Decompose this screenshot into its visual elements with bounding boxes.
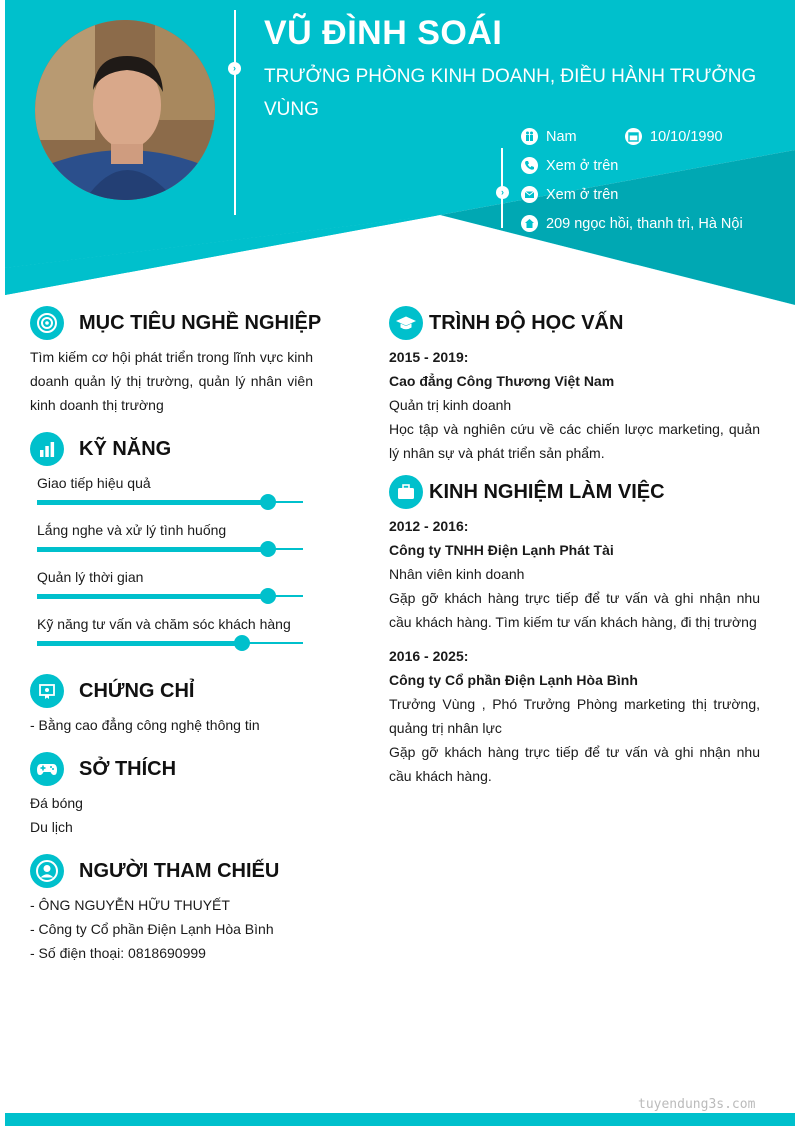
candidate-name: VŨ ĐÌNH SOÁI: [264, 14, 503, 52]
job-company: Công ty Cổ phần Điện Lạnh Hòa Bình: [389, 672, 638, 688]
job-position: Trưởng Vùng , Phó Trưởng Phòng marketing thị trường, quảng trị nhân lực: [389, 696, 760, 736]
hobbies-heading: SỞ THÍCH: [30, 752, 176, 786]
home-icon: [521, 215, 538, 232]
user-icon: [30, 854, 64, 888]
references-heading: NGƯỜI THAM CHIẾU: [30, 854, 279, 888]
hobby-item: Du lịch: [30, 819, 73, 835]
info-dob: 10/10/1990: [625, 128, 723, 145]
skill-knob: [260, 494, 276, 510]
job-period: 2012 - 2016:: [389, 518, 469, 534]
skill-label: Giao tiếp hiệu quả: [37, 475, 151, 491]
skill-label: Kỹ năng tư vấn và chăm sóc khách hàng: [37, 616, 291, 632]
skill-bar: [37, 548, 303, 550]
info-address: 209 ngọc hồi, thanh trì, Hà Nội: [521, 215, 743, 232]
education-school: Cao đẳng Công Thương Việt Nam: [389, 373, 615, 389]
skills-heading: KỸ NĂNG: [30, 432, 171, 466]
timeline-line: [234, 10, 236, 215]
skill-bar: [37, 642, 303, 644]
skill-label: Lắng nghe và xử lý tình huống: [37, 522, 227, 538]
education-heading: TRÌNH ĐỘ HỌC VẤN: [389, 306, 623, 340]
graduation-cap-icon: [389, 306, 423, 340]
candidate-title: TRƯỞNG PHÒNG KINH DOANH, ĐIỀU HÀNH TRƯỞNG VÙNG: [264, 66, 757, 120]
education-major: Quản trị kinh doanh: [389, 397, 512, 413]
bar-chart-icon: [30, 432, 64, 466]
skill-knob: [234, 635, 250, 651]
bottom-bar: [5, 1113, 795, 1126]
skill-bar: [37, 595, 303, 597]
job-description: Gặp gỡ khách hàng trực tiếp để tư vấn và ghi nhận nhu cầu khách hàng.: [389, 744, 760, 784]
job-description: Gặp gỡ khách hàng trực tiếp để tư vấn và ghi nhận nhu cầu khách hàng. Tìm kiếm tư vấn khách hàng, đi thị trường: [389, 590, 760, 630]
briefcase-icon: [389, 475, 423, 509]
reference-item: - ÔNG NGUYỄN HỮU THUYẾT: [30, 897, 230, 913]
objective-heading: MỤC TIÊU NGHỀ NGHIỆP: [30, 306, 321, 340]
reference-item: - Công ty Cổ phần Điện Lạnh Hòa Bình: [30, 921, 274, 937]
hobby-item: Đá bóng: [30, 795, 83, 811]
certificate-item: - Bằng cao đẳng công nghệ thông tin: [30, 717, 260, 733]
certificates-heading: CHỨNG CHỈ: [30, 674, 194, 708]
skill-knob: [260, 541, 276, 557]
job-company: Công ty TNHH Điện Lạnh Phát Tài: [389, 542, 614, 558]
job-position: Nhân viên kinh doanh: [389, 566, 525, 582]
job-period: 2016 - 2025:: [389, 648, 469, 664]
experience-heading: KINH NGHIỆM LÀM VIỆC: [389, 475, 665, 509]
education-description: Học tập và nghiên cứu về các chiến lược marketing, quản lý nhân sự và phát triển sản phẩm.: [389, 421, 760, 461]
skill-bar: [37, 501, 303, 503]
objective-text: Tìm kiếm cơ hội phát triển trong lĩnh vực kinh doanh quản lý thị trường, quản lý nhân viên kinh doanh thị trường: [30, 349, 313, 413]
info-dot: ›: [496, 186, 509, 199]
mail-icon: [521, 186, 538, 203]
phone-icon: [521, 157, 538, 174]
gamepad-icon: [30, 752, 64, 786]
skill-label: Quản lý thời gian: [37, 569, 144, 585]
info-email: Xem ở trên: [521, 186, 618, 203]
certificate-icon: [30, 674, 64, 708]
avatar: [35, 20, 215, 200]
reference-item: - Số điện thoại: 0818690999: [30, 945, 206, 961]
target-icon: [30, 306, 64, 340]
timeline-dot: ›: [228, 62, 241, 75]
watermark: tuyendung3s.com: [638, 1097, 756, 1112]
calendar-icon: [625, 128, 642, 145]
education-period: 2015 - 2019:: [389, 349, 469, 365]
info-gender: Nam: [521, 128, 577, 145]
gender-icon: [521, 128, 538, 145]
skill-knob: [260, 588, 276, 604]
info-phone: Xem ở trên: [521, 157, 618, 174]
